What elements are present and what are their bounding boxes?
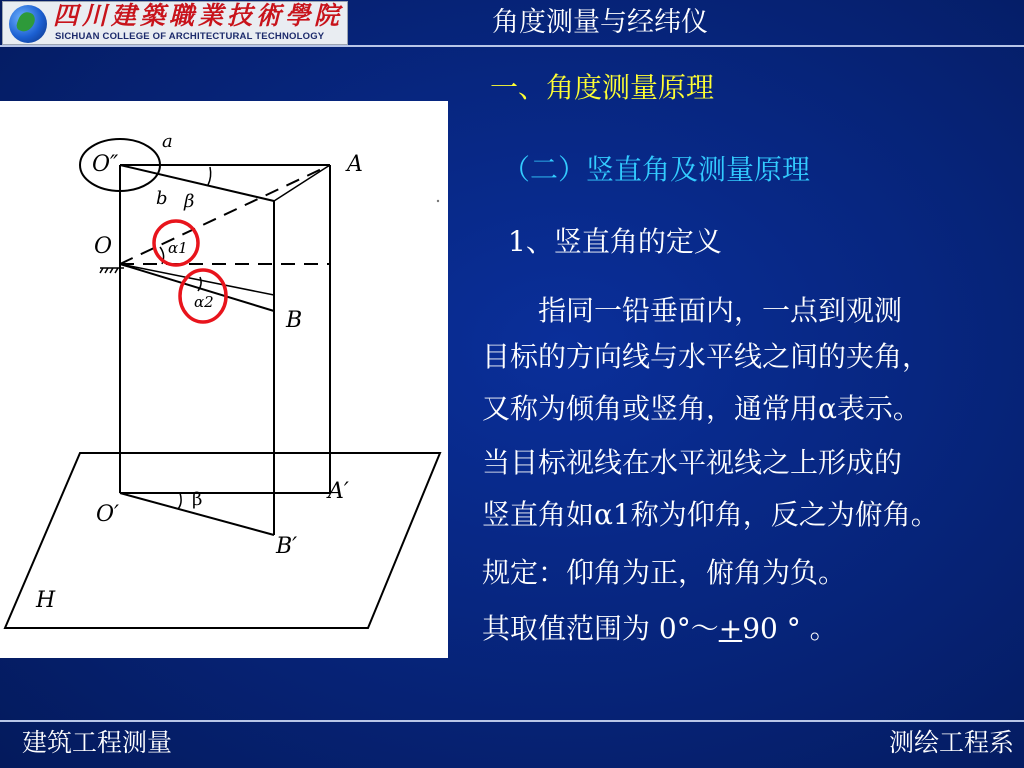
body-line-5: 竖直角如α1称为仰角，反之为俯角。 — [482, 498, 939, 531]
body-line-4: 当目标视线在水平视线之上形成的 — [482, 446, 903, 479]
range-suffix: 90 ° 。 — [742, 612, 838, 645]
range-prefix: 其取值范围为 0°～ — [482, 612, 719, 645]
footer-divider — [0, 720, 1024, 722]
logo-chinese-name: 四川建築職業技術學院 — [53, 1, 344, 30]
globe-icon — [9, 5, 47, 43]
vertical-angle-diagram — [0, 101, 448, 658]
footer-department: 测绘工程系 — [888, 728, 1014, 757]
subsection-heading: （二）竖直角及测量原理 — [502, 153, 811, 186]
body-line-1: 指同一铅垂面内，一点到观测 — [482, 294, 903, 327]
range-plus-minus: + — [718, 612, 743, 645]
sight-line-b-aux — [120, 264, 274, 295]
diagram-svg — [0, 101, 448, 658]
label-O-prime: O′ — [96, 502, 120, 527]
range-line — [482, 611, 838, 647]
label-B-prime: B′ — [276, 534, 298, 559]
label-alpha1: α1 — [168, 239, 188, 257]
beta-top-arc — [208, 167, 211, 185]
college-logo — [2, 1, 348, 45]
stray-dot — [437, 200, 439, 202]
section-heading: 一、角度测量原理 — [490, 71, 715, 104]
body-line-3: 又称为倾角或竖角，通常用α表示。 — [482, 392, 921, 425]
label-B: B — [286, 308, 303, 333]
header-divider — [0, 45, 1024, 47]
body-line-6: 规定：仰角为正，俯角为负。 — [482, 556, 847, 589]
definition-heading: 1、竖直角的定义 — [508, 225, 722, 258]
label-beta-bottom: β — [192, 489, 203, 510]
label-A: A — [347, 152, 363, 177]
label-b-small: b — [156, 188, 168, 209]
plane-h-outline — [5, 453, 440, 628]
slide-title: 角度测量与经纬仪 — [492, 7, 708, 38]
inclined-connector — [274, 165, 330, 201]
beta-bottom-arc — [178, 493, 181, 509]
header-bar — [0, 0, 1024, 46]
label-alpha2: α2 — [194, 293, 214, 311]
inclined-top-edge — [120, 165, 274, 201]
label-beta-top: β — [184, 191, 195, 212]
label-a-small: a — [162, 131, 173, 152]
label-H: H — [36, 588, 56, 613]
body-line-2: 目标的方向线与水平线之间的夹角， — [482, 340, 931, 373]
label-A-prime: A′ — [328, 479, 349, 504]
label-O: O — [94, 234, 113, 259]
label-o-double-prime: O″ — [92, 152, 119, 177]
footer-course-name: 建筑工程测量 — [22, 728, 173, 757]
logo-english-name: SICHUAN COLLEGE OF ARCHITECTURAL TECHNOLOGY — [55, 31, 325, 42]
